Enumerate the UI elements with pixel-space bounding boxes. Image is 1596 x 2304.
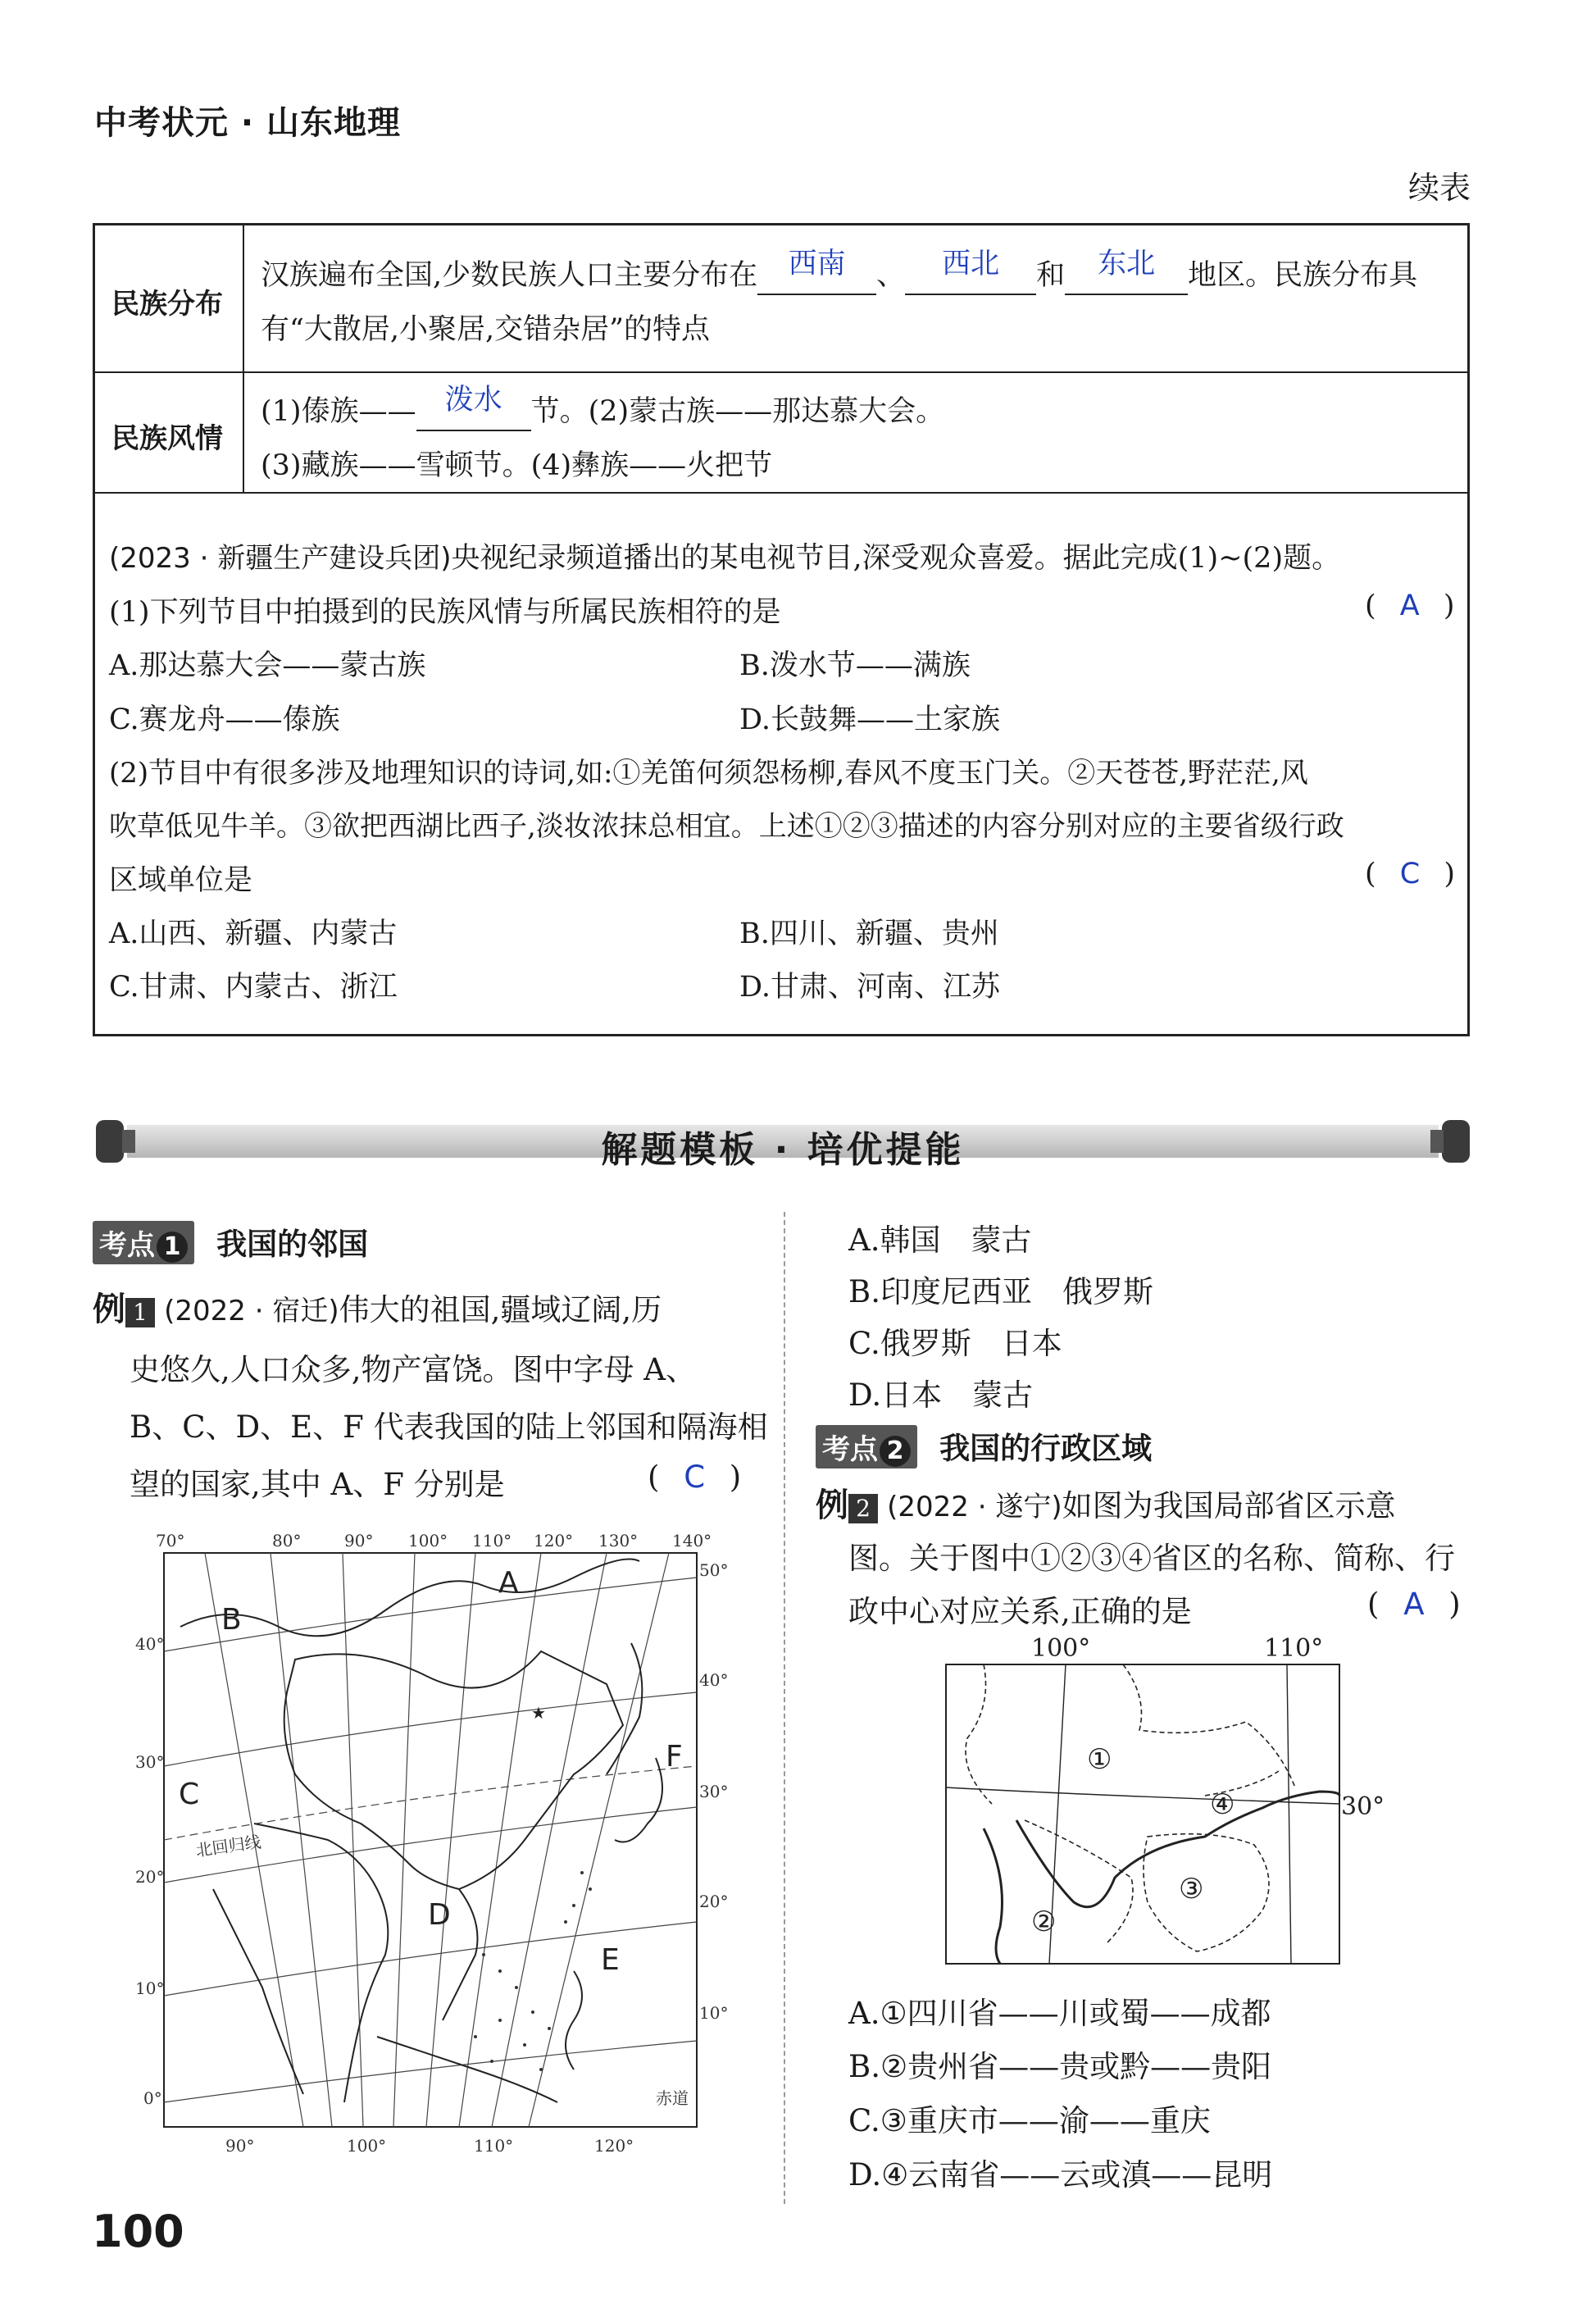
kaodian-1-title: 我国的邻国 (216, 1227, 369, 1262)
continued-label: 续表 (1407, 170, 1471, 206)
question-2-line2: 吹草低见牛羊。③欲把西湖比西子,淡妆浓抹总相宜。上述①②③描述的内容分别对应的主要省级行政 (109, 810, 1344, 843)
row2-line2: (3)藏族——雪顿节。(4)彝族——火把节 (261, 449, 773, 482)
table-row-divider (93, 492, 1470, 494)
answer-blank-2: 西北 (942, 248, 1000, 280)
header-title: 中考状元 · 山东地理 (94, 104, 402, 142)
map1-letter-e: E (601, 1943, 620, 1977)
province-map (934, 1632, 1394, 1976)
map1-lon-label: 110° (472, 1531, 512, 1550)
answer-blank-1: 西南 (788, 248, 846, 280)
map1-lon-label: 120° (534, 1531, 574, 1550)
map1-lon-label: 80° (272, 1531, 302, 1550)
example-1-line1: 例 1 (2022 · 宿迁)伟大的祖国,疆域辽阔,历 (93, 1291, 662, 1328)
map2-lon-label: 100° (1031, 1634, 1091, 1663)
map1-lon-label: 100° (347, 2136, 387, 2156)
answer-blank-4: 泼水 (444, 384, 502, 417)
row1-line2: 有“大散居,小聚居,交错杂居”的特点 (261, 313, 711, 346)
example-1-option-b: B.印度尼西亚 俄罗斯 (848, 1274, 1153, 1309)
equator-label: 赤道 (656, 2088, 689, 2108)
map1-lon-label: 120° (594, 2136, 634, 2156)
map1-lon-label: 110° (474, 2136, 514, 2156)
example-1-option-c: C.俄罗斯 日本 (848, 1326, 1062, 1361)
map1-letter-c: C (179, 1778, 200, 1811)
table-col-divider (243, 223, 244, 494)
map1-lat-label: 30° (135, 1752, 165, 1772)
row-label-ethnic-distribution: 民族分布 (111, 288, 223, 321)
map2-lat-label: 30° (1341, 1792, 1385, 1821)
kaodian-1-badge: 考点 1 (93, 1221, 194, 1264)
row2-line1: (1)傣族—— 泼水 节。(2)蒙古族——那达慕大会。 (261, 389, 944, 431)
map1-lat-label: 40° (135, 1634, 165, 1654)
example-2-option-d: D.④云南省——云或滇——昆明 (848, 2157, 1273, 2192)
question-2-line3: 区域单位是 (109, 864, 253, 897)
map1-lat-label: 0° (143, 2088, 162, 2108)
capital-star-icon: ★ (531, 1703, 546, 1723)
map1-lat-label: 50° (699, 1560, 729, 1580)
q1-option-d: D.长鼓舞——土家族 (739, 703, 1000, 736)
q2-option-d: D.甘肃、河南、江苏 (739, 971, 1000, 1004)
map1-letter-d: D (428, 1898, 451, 1932)
example-2-option-c: C.③重庆市——渝——重庆 (848, 2103, 1211, 2138)
question-1: (1)下列节目中拍摄到的民族风情与所属民族相符的是 (109, 596, 781, 629)
row-label-ethnic-customs: 民族风情 (111, 422, 223, 455)
row1-line1: 汉族遍布全国,少数民族人口主要分布在 西南 、 西北 和 东北 地区。民族分布具 (261, 253, 1417, 295)
map1-lat-label: 20° (135, 1867, 165, 1887)
asia-neighbor-map (115, 1528, 729, 2160)
map1-lon-label: 140° (672, 1531, 712, 1550)
answer-blank-3: 东北 (1098, 248, 1156, 280)
map1-letter-f: F (666, 1740, 683, 1774)
example-2-line3: 政中心对应关系,正确的是 (848, 1594, 1192, 1629)
map2-lon-label: 110° (1264, 1634, 1324, 1663)
example-2-option-a: A.①四川省——川或蜀——成都 (848, 1996, 1271, 2031)
question-2-line1: (2)节目中有很多涉及地理知识的诗词,如:①羌笛何须怨杨柳,春风不度玉门关。②天苍苍,野茫茫,风 (109, 757, 1308, 790)
q2-option-b: B.四川、新疆、贵州 (739, 918, 999, 950)
kaodian-2-title: 我国的行政区域 (939, 1431, 1153, 1466)
map2-province-2: ② (1031, 1906, 1057, 1938)
map2-province-4: ④ (1210, 1788, 1235, 1821)
map1-lat-label: 40° (699, 1670, 729, 1690)
question-2-answer: ( C ) (1365, 858, 1456, 890)
q1-option-a: A.那达慕大会——蒙古族 (109, 649, 426, 682)
map1-lon-label: 90° (225, 2136, 255, 2156)
map1-lon-label: 100° (408, 1531, 448, 1550)
section-banner (94, 1117, 1471, 1171)
example-2-option-b: B.②贵州省——贵或黔——贵阳 (848, 2049, 1272, 2084)
example-1-line2: 史悠久,人口众多,物产富饶。图中字母 A、 (130, 1352, 697, 1387)
q2-option-a: A.山西、新疆、内蒙古 (109, 918, 398, 950)
example-1-line3: B、C、D、E、F 代表我国的陆上邻国和隔海相 (130, 1409, 768, 1445)
q1-option-b: B.泼水节——满族 (739, 649, 971, 682)
map1-lon-label: 130° (598, 1531, 639, 1550)
example-1-option-d: D.日本 蒙古 (848, 1377, 1034, 1413)
map1-lat-label: 30° (699, 1782, 729, 1801)
q1-option-c: C.赛龙舟——傣族 (109, 703, 340, 736)
kaodian-2-header (816, 1423, 1152, 1468)
map1-lon-label: 90° (344, 1531, 374, 1550)
q2-option-c: C.甘肃、内蒙古、浙江 (109, 971, 398, 1004)
map1-letter-b: B (221, 1603, 242, 1637)
question-1-answer: ( A ) (1365, 590, 1455, 622)
map2-province-3: ③ (1179, 1873, 1204, 1906)
banner-title: 解题模板 · 培优提能 (601, 1129, 965, 1171)
example-2-answer: ( A ) (1367, 1587, 1461, 1622)
example-2-line2: 图。关于图中①②③④省区的名称、简称、行 (848, 1541, 1455, 1576)
map1-lat-label: 20° (699, 1892, 729, 1911)
map1-lon-label: 70° (156, 1531, 185, 1550)
map2-province-1: ① (1087, 1743, 1112, 1776)
kaodian-1-header (93, 1219, 368, 1264)
column-divider (784, 1212, 785, 2204)
table-row-divider (93, 371, 1470, 373)
page-number: 100 (92, 2206, 184, 2257)
question-intro: (2023 · 新疆生产建设兵团)央视纪录频道播出的某电视节目,深受观众喜爱。据此完成(1)~(2)题。 (109, 542, 1341, 575)
map1-letter-a: A (498, 1566, 519, 1600)
map1-lat-label: 10° (699, 2003, 729, 2023)
tropic-of-cancer-label: 北回归线 (194, 1832, 262, 1860)
example-1-line4: 望的国家,其中 A、F 分别是 (130, 1467, 505, 1502)
example-1-answer: ( C ) (648, 1459, 742, 1495)
example-1-option-a: A.韩国 蒙古 (848, 1223, 1032, 1258)
kaodian-2-badge: 考点 2 (816, 1425, 917, 1468)
example-2-line1: 例 2 (2022 · 遂宁)如图为我国局部省区示意 (816, 1487, 1396, 1524)
map1-lat-label: 10° (135, 1978, 165, 1998)
